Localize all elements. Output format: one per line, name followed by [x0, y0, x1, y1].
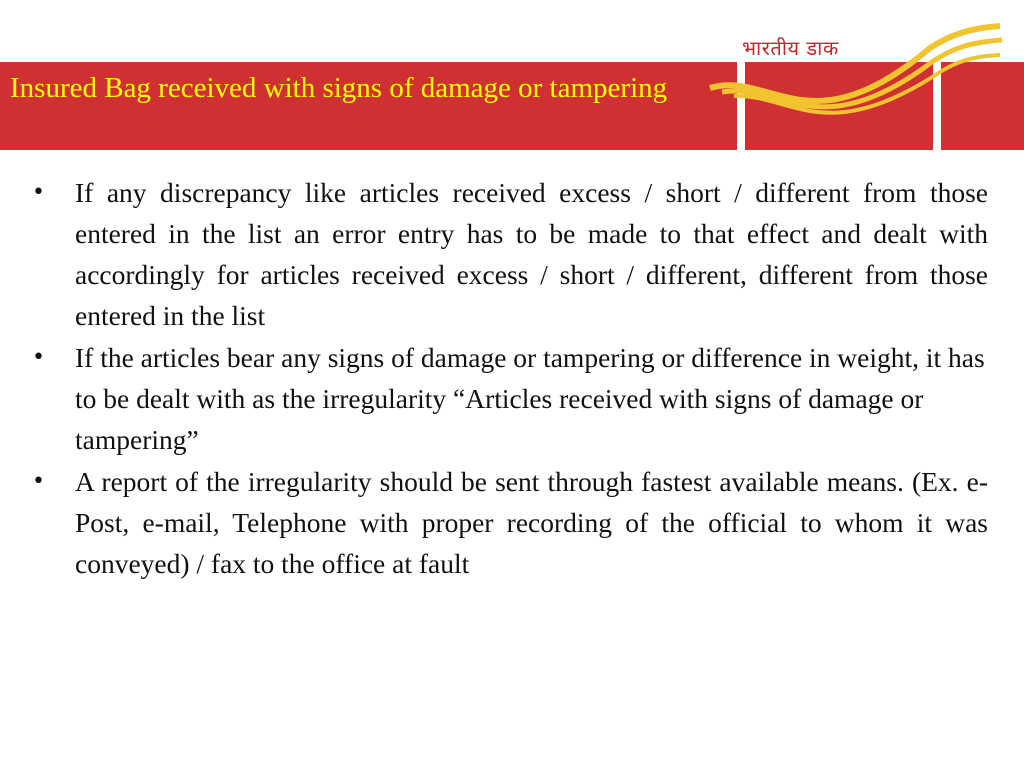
bullet-dot-icon: •	[32, 469, 45, 494]
india-post-logo-icon	[700, 0, 1024, 150]
bullet-list	[30, 172, 988, 585]
bullet-item	[30, 461, 988, 584]
bullet-dot-icon: •	[32, 180, 45, 205]
logo-text: भारतीय डाक	[742, 36, 839, 60]
bullet-text: If the articles bear any signs of damage or tampering or difference in weight, it has to be dealt with as the irregularity “Articles received with signs of damage or tampering”	[75, 342, 985, 455]
bullet-item	[30, 172, 988, 336]
bullet-item	[30, 337, 988, 460]
bullet-text: If any discrepancy like articles received excess / short / different from those entered in the list an error entry has to be made to that effect and dealt with accordingly for articles received excess / short / different, different from those entered in the list	[75, 177, 988, 331]
slide-title: Insured Bag received with signs of damage or tampering	[10, 72, 668, 104]
bullet-dot-icon: •	[32, 345, 45, 370]
bullet-text: A report of the irregularity should be sent through fastest available means. (Ex. e-Post, e-mail, Telephone with proper recording of the official to whom it was conveyed) / fax to the office at fault	[75, 466, 988, 579]
